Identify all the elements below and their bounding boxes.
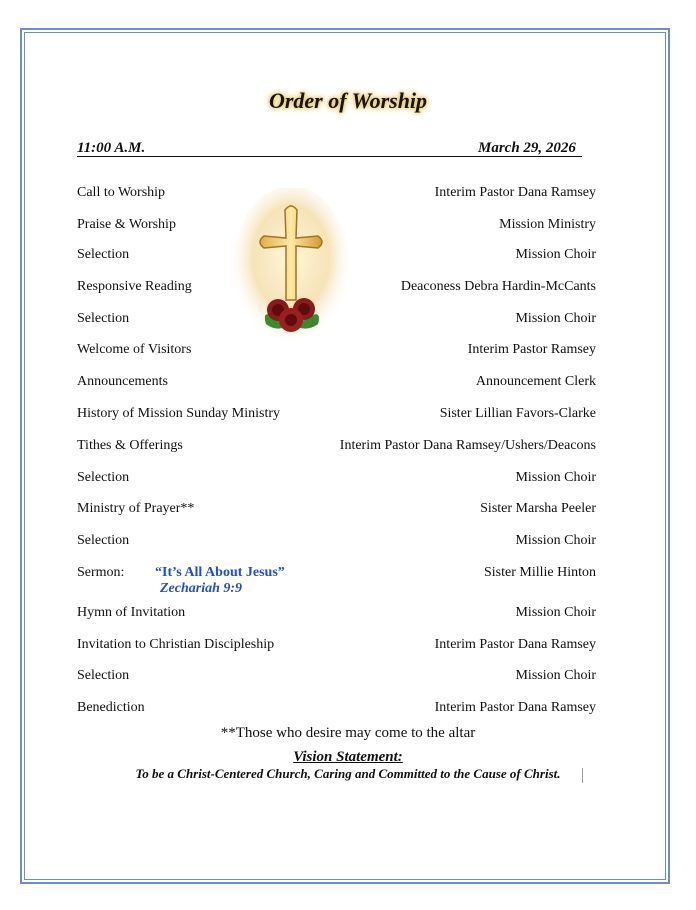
program-item: Announcements: [77, 374, 168, 389]
vision-heading: Vision Statement:: [293, 749, 403, 765]
program-leader: Interim Pastor Dana Ramsey: [434, 700, 596, 715]
program-item: Tithes & Offerings: [77, 438, 183, 453]
text-cursor: [582, 768, 583, 783]
program-item: History of Mission Sunday Ministry: [77, 406, 281, 421]
program-item: Responsive Reading: [77, 279, 192, 294]
program-item: Sermon:: [77, 565, 125, 580]
program-item: Selection: [77, 470, 130, 485]
program-leader: Mission Ministry: [499, 217, 596, 232]
program-row: [77, 533, 596, 551]
header-underline: [77, 156, 582, 157]
program-leader: Mission Choir: [515, 605, 596, 620]
program-item: Call to Worship: [77, 185, 166, 200]
program-item: Selection: [77, 533, 130, 548]
program-leader: Interim Pastor Ramsey: [467, 342, 596, 357]
program-leader: Interim Pastor Dana Ramsey/Ushers/Deacons: [339, 438, 596, 453]
program-row: [77, 700, 596, 718]
altar-note: **Those who desire may come to the altar: [220, 725, 476, 741]
program-item: Praise & Worship: [77, 217, 176, 232]
program-row: [77, 637, 596, 655]
program-leader: Mission Choir: [515, 247, 596, 262]
program-row: [77, 501, 596, 519]
service-time: 11:00 A.M.: [77, 140, 146, 156]
program-leader: Mission Choir: [515, 668, 596, 683]
program-row: [77, 605, 596, 623]
program-row: [77, 668, 596, 686]
sermon-scripture: Zechariah 9:9: [160, 581, 243, 596]
program-leader: Deaconess Debra Hardin-McCants: [400, 279, 596, 294]
program-row: [77, 438, 596, 456]
vision-text: To be a Christ-Centered Church, Caring and Committed to the Cause of Christ.: [135, 766, 561, 781]
program-item: Hymn of Invitation: [77, 605, 186, 620]
program-item: Ministry of Prayer**: [77, 501, 195, 516]
program-row: [77, 406, 596, 424]
program-leader: Mission Choir: [515, 470, 596, 485]
program-item: Selection: [77, 311, 130, 326]
program-leader: Sister Lillian Favors-Clarke: [439, 406, 596, 421]
program-row: [77, 374, 596, 392]
program-leader: Announcement Clerk: [475, 374, 596, 389]
service-date: March 29, 2026: [478, 140, 576, 156]
program-item: Invitation to Christian Discipleship: [77, 637, 275, 652]
program-item: Selection: [77, 668, 130, 683]
program-item: Benediction: [77, 700, 145, 715]
program-item: Selection: [77, 247, 130, 262]
program-item: Welcome of Visitors: [77, 342, 192, 357]
page-title: Order of Worship: [268, 88, 428, 113]
program-leader: Interim Pastor Dana Ramsey: [434, 637, 596, 652]
program-leader: Interim Pastor Dana Ramsey: [434, 185, 596, 200]
program-leader: Sister Marsha Peeler: [480, 501, 596, 516]
program-leader: Mission Choir: [515, 533, 596, 548]
program-leader: Sister Millie Hinton: [484, 565, 596, 580]
sermon-title: “It’s All About Jesus”: [155, 565, 285, 580]
program-row: [77, 470, 596, 488]
program-leader: Mission Choir: [515, 311, 596, 326]
cross-with-roses-icon: [232, 188, 350, 350]
